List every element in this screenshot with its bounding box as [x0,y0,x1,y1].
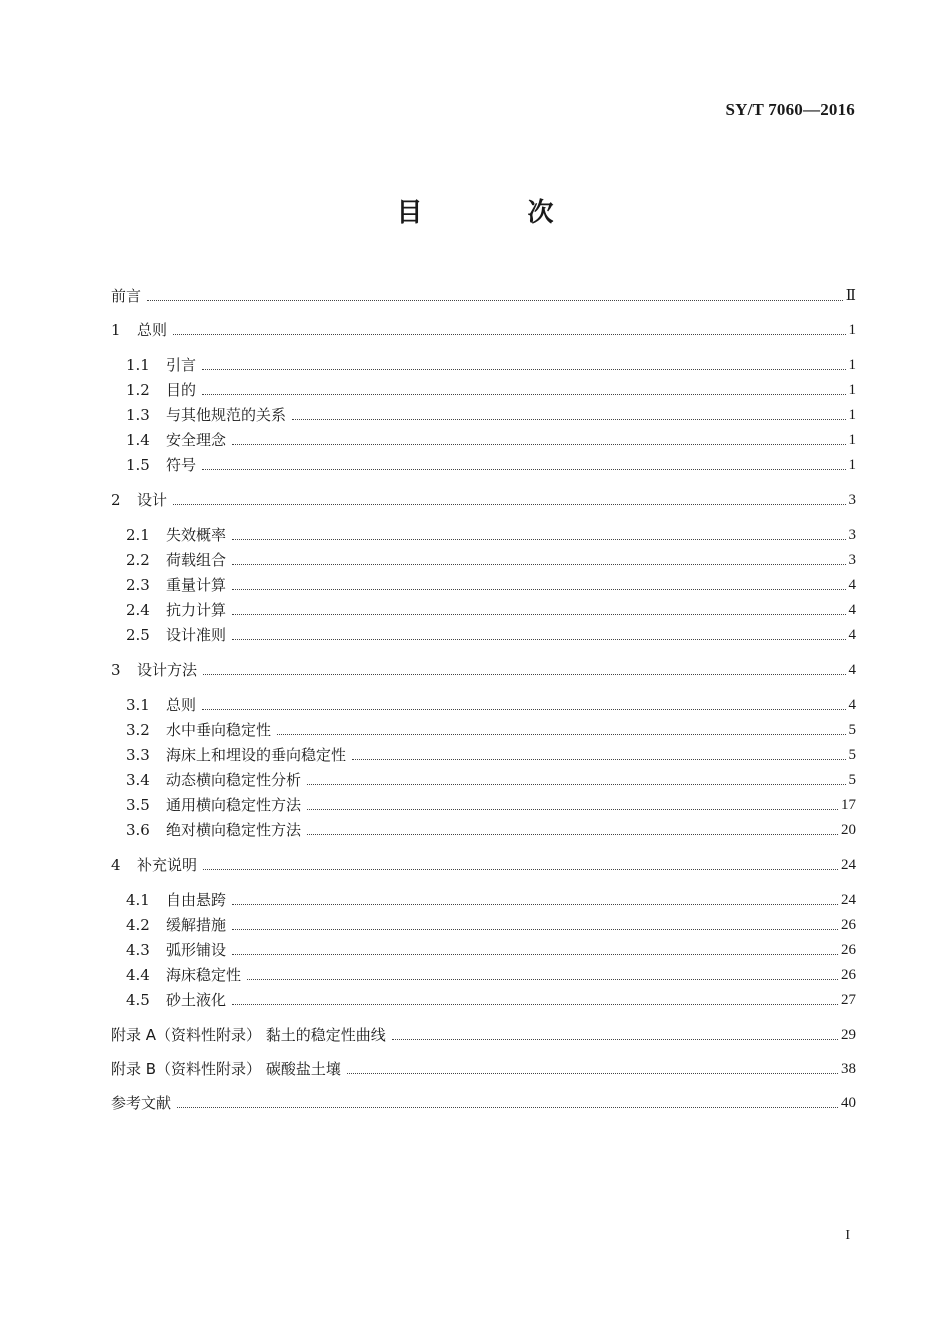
toc-leader-dots [277,734,845,735]
toc-entry-number: 1.3 [126,406,150,424]
toc-entry-label: 总则 [137,321,168,339]
toc-entry-label: 绝对横向稳定性方法 [166,821,302,839]
toc-leader-dots [202,709,845,710]
toc-leader-dots [203,869,838,870]
toc-entry-number: 2.2 [126,551,150,569]
standard-number: SY/T 7060—2016 [725,100,855,119]
toc-entry[interactable] [111,656,856,680]
toc-entry-label: 附录 B（资料性附录） 碳酸盐土壤 [111,1060,341,1078]
toc-entry[interactable] [111,546,856,570]
toc-leader-dots [202,394,845,395]
toc-leader-dots [232,539,845,540]
toc-entry-label: 自由悬跨 [166,891,227,909]
page-title: 目 次 [396,198,602,228]
toc-entry-page: 20 [841,822,856,838]
toc-entry-number: 2.3 [126,576,150,594]
toc-leader-dots [232,444,845,445]
toc-entry-number: 2.1 [126,526,150,544]
toc-entry-label: 海床稳定性 [166,966,242,984]
toc-entry-number: 4.4 [126,966,150,984]
toc-entry-page: 1 [848,382,856,398]
toc-leader-dots [173,504,845,505]
toc-entry-number: 3.3 [126,746,150,764]
toc-entry-label: 弧形铺设 [166,941,227,959]
toc-leader-dots [173,334,845,335]
toc-leader-dots [202,369,845,370]
toc-entry[interactable] [111,961,856,985]
toc-leader-dots [292,419,845,420]
toc-leader-dots [352,759,845,760]
toc-entry-label: 抗力计算 [166,601,227,619]
toc-entry-page: 3 [848,492,856,508]
toc-leader-dots [232,904,838,905]
toc-entry-label: 总则 [166,696,197,714]
toc-leader-dots [232,639,845,640]
toc-entry-page: 26 [841,967,856,983]
toc-entry[interactable] [111,936,856,960]
toc-entry-label: 砂土液化 [166,991,227,1009]
toc-leader-dots [147,300,843,301]
toc-entry-page: 24 [841,857,856,873]
toc-entry[interactable] [111,816,856,840]
toc-entry-page: 4 [848,697,856,713]
toc-entry-page: 1 [848,407,856,423]
toc-entry-page: 3 [848,527,856,543]
toc-leader-dots [347,1073,838,1074]
toc-entry-page: 1 [848,432,856,448]
toc-leader-dots [232,589,845,590]
toc-entry[interactable] [111,1055,856,1079]
toc-entry-number: 4.2 [126,916,150,934]
toc-entry[interactable] [111,401,856,425]
toc-entry-number: 3.4 [126,771,150,789]
toc-entry-page: 4 [848,627,856,643]
toc-entry[interactable] [111,716,856,740]
toc-leader-dots [307,809,838,810]
toc-entry-number: 3.5 [126,796,150,814]
toc-entry[interactable] [111,911,856,935]
toc-entry-label: 通用横向稳定性方法 [166,796,302,814]
toc-entry-page: 4 [848,602,856,618]
toc-entry-label: 设计 [137,491,168,509]
toc-entry-number: 1.5 [126,456,150,474]
toc-leader-dots [177,1107,838,1108]
toc-leader-dots [307,784,845,785]
toc-entry-page: 26 [841,917,856,933]
toc-leader-dots [232,614,845,615]
toc-entry-page: 38 [841,1061,856,1077]
toc-entry-number: 4 [111,856,121,874]
toc-entry-number: 1 [111,321,121,339]
toc-entry[interactable] [111,851,856,875]
toc-leader-dots [232,1004,838,1005]
toc-entry-number: 1.1 [126,356,150,374]
toc-entry-label: 水中垂向稳定性 [166,721,272,739]
toc-entry[interactable] [111,426,856,450]
toc-entry[interactable] [111,1089,856,1113]
toc-entry[interactable] [111,351,856,375]
toc-entry-page: 5 [848,747,856,763]
page-number: I [845,1228,850,1243]
toc-entry-label: 与其他规范的关系 [166,406,287,424]
toc-entry[interactable] [111,282,856,306]
toc-entry[interactable] [111,1021,856,1045]
toc-entry-page: 27 [841,992,856,1008]
toc-entry[interactable] [111,451,856,475]
toc-entry-label: 海床上和埋设的垂向稳定性 [166,746,347,764]
toc-entry-label: 重量计算 [166,576,227,594]
toc-entry-label: 失效概率 [166,526,227,544]
toc-leader-dots [232,954,838,955]
toc-entry-page: 26 [841,942,856,958]
toc-entry-number: 1.2 [126,381,150,399]
toc-entry-page: 4 [848,577,856,593]
toc-entry-label: 附录 A（资料性附录） 黏土的稳定性曲线 [111,1026,386,1044]
toc-entry-number: 2 [111,491,121,509]
toc-entry[interactable] [111,741,856,765]
toc-entry-number: 4.3 [126,941,150,959]
toc-entry-label: 前言 [111,287,142,305]
toc-leader-dots [247,979,838,980]
toc-leader-dots [232,929,838,930]
toc-entry-page: Ⅱ [845,288,856,304]
toc-entry-page: 4 [848,662,856,678]
toc-entry[interactable] [111,791,856,815]
toc-entry-number: 4.5 [126,991,150,1009]
toc-entry-number: 3.1 [126,696,150,714]
toc-entry-page: 3 [848,552,856,568]
toc-entry[interactable] [111,376,856,400]
toc-entry-number: 1.4 [126,431,150,449]
toc-entry-page: 5 [848,722,856,738]
toc-leader-dots [392,1039,838,1040]
toc-leader-dots [307,834,838,835]
toc-entry-label: 引言 [166,356,197,374]
toc-entry-number: 3.6 [126,821,150,839]
toc-entry[interactable] [111,766,856,790]
toc-entry-label: 荷载组合 [166,551,227,569]
toc-entry-label: 参考文献 [111,1094,172,1112]
toc-entry[interactable] [111,316,856,340]
toc-entry-page: 40 [841,1095,856,1111]
toc-entry[interactable] [111,621,856,645]
toc-entry-number: 4.1 [126,891,150,909]
toc-entry-label: 符号 [166,456,197,474]
toc-entry-page: 24 [841,892,856,908]
toc-entry-number: 2.5 [126,626,150,644]
toc-entry-number: 3 [111,661,121,679]
toc-entry[interactable] [111,486,856,510]
toc-entry-page: 1 [848,457,856,473]
toc-entry[interactable] [111,521,856,545]
toc-entry-page: 5 [848,772,856,788]
toc-entry-number: 3.2 [126,721,150,739]
toc-entry-label: 补充说明 [137,856,198,874]
toc-entry[interactable] [111,571,856,595]
toc-entry-label: 安全理念 [166,431,227,449]
toc-entry-label: 设计准则 [166,626,227,644]
toc-entry-label: 设计方法 [137,661,198,679]
toc-leader-dots [203,674,845,675]
toc-entry-label: 目的 [166,381,197,399]
toc-entry[interactable] [111,596,856,620]
toc-leader-dots [232,564,845,565]
toc-entry[interactable] [111,986,856,1010]
toc-entry-page: 29 [841,1027,856,1043]
toc-entry[interactable] [111,886,856,910]
toc-entry-page: 1 [848,322,856,338]
toc-entry-number: 2.4 [126,601,150,619]
toc-entry-label: 动态横向稳定性分析 [166,771,302,789]
toc-entry-page: 17 [841,797,856,813]
toc-entry-page: 1 [848,357,856,373]
toc-entry[interactable] [111,691,856,715]
toc-leader-dots [202,469,845,470]
toc-entry-label: 缓解措施 [166,916,227,934]
